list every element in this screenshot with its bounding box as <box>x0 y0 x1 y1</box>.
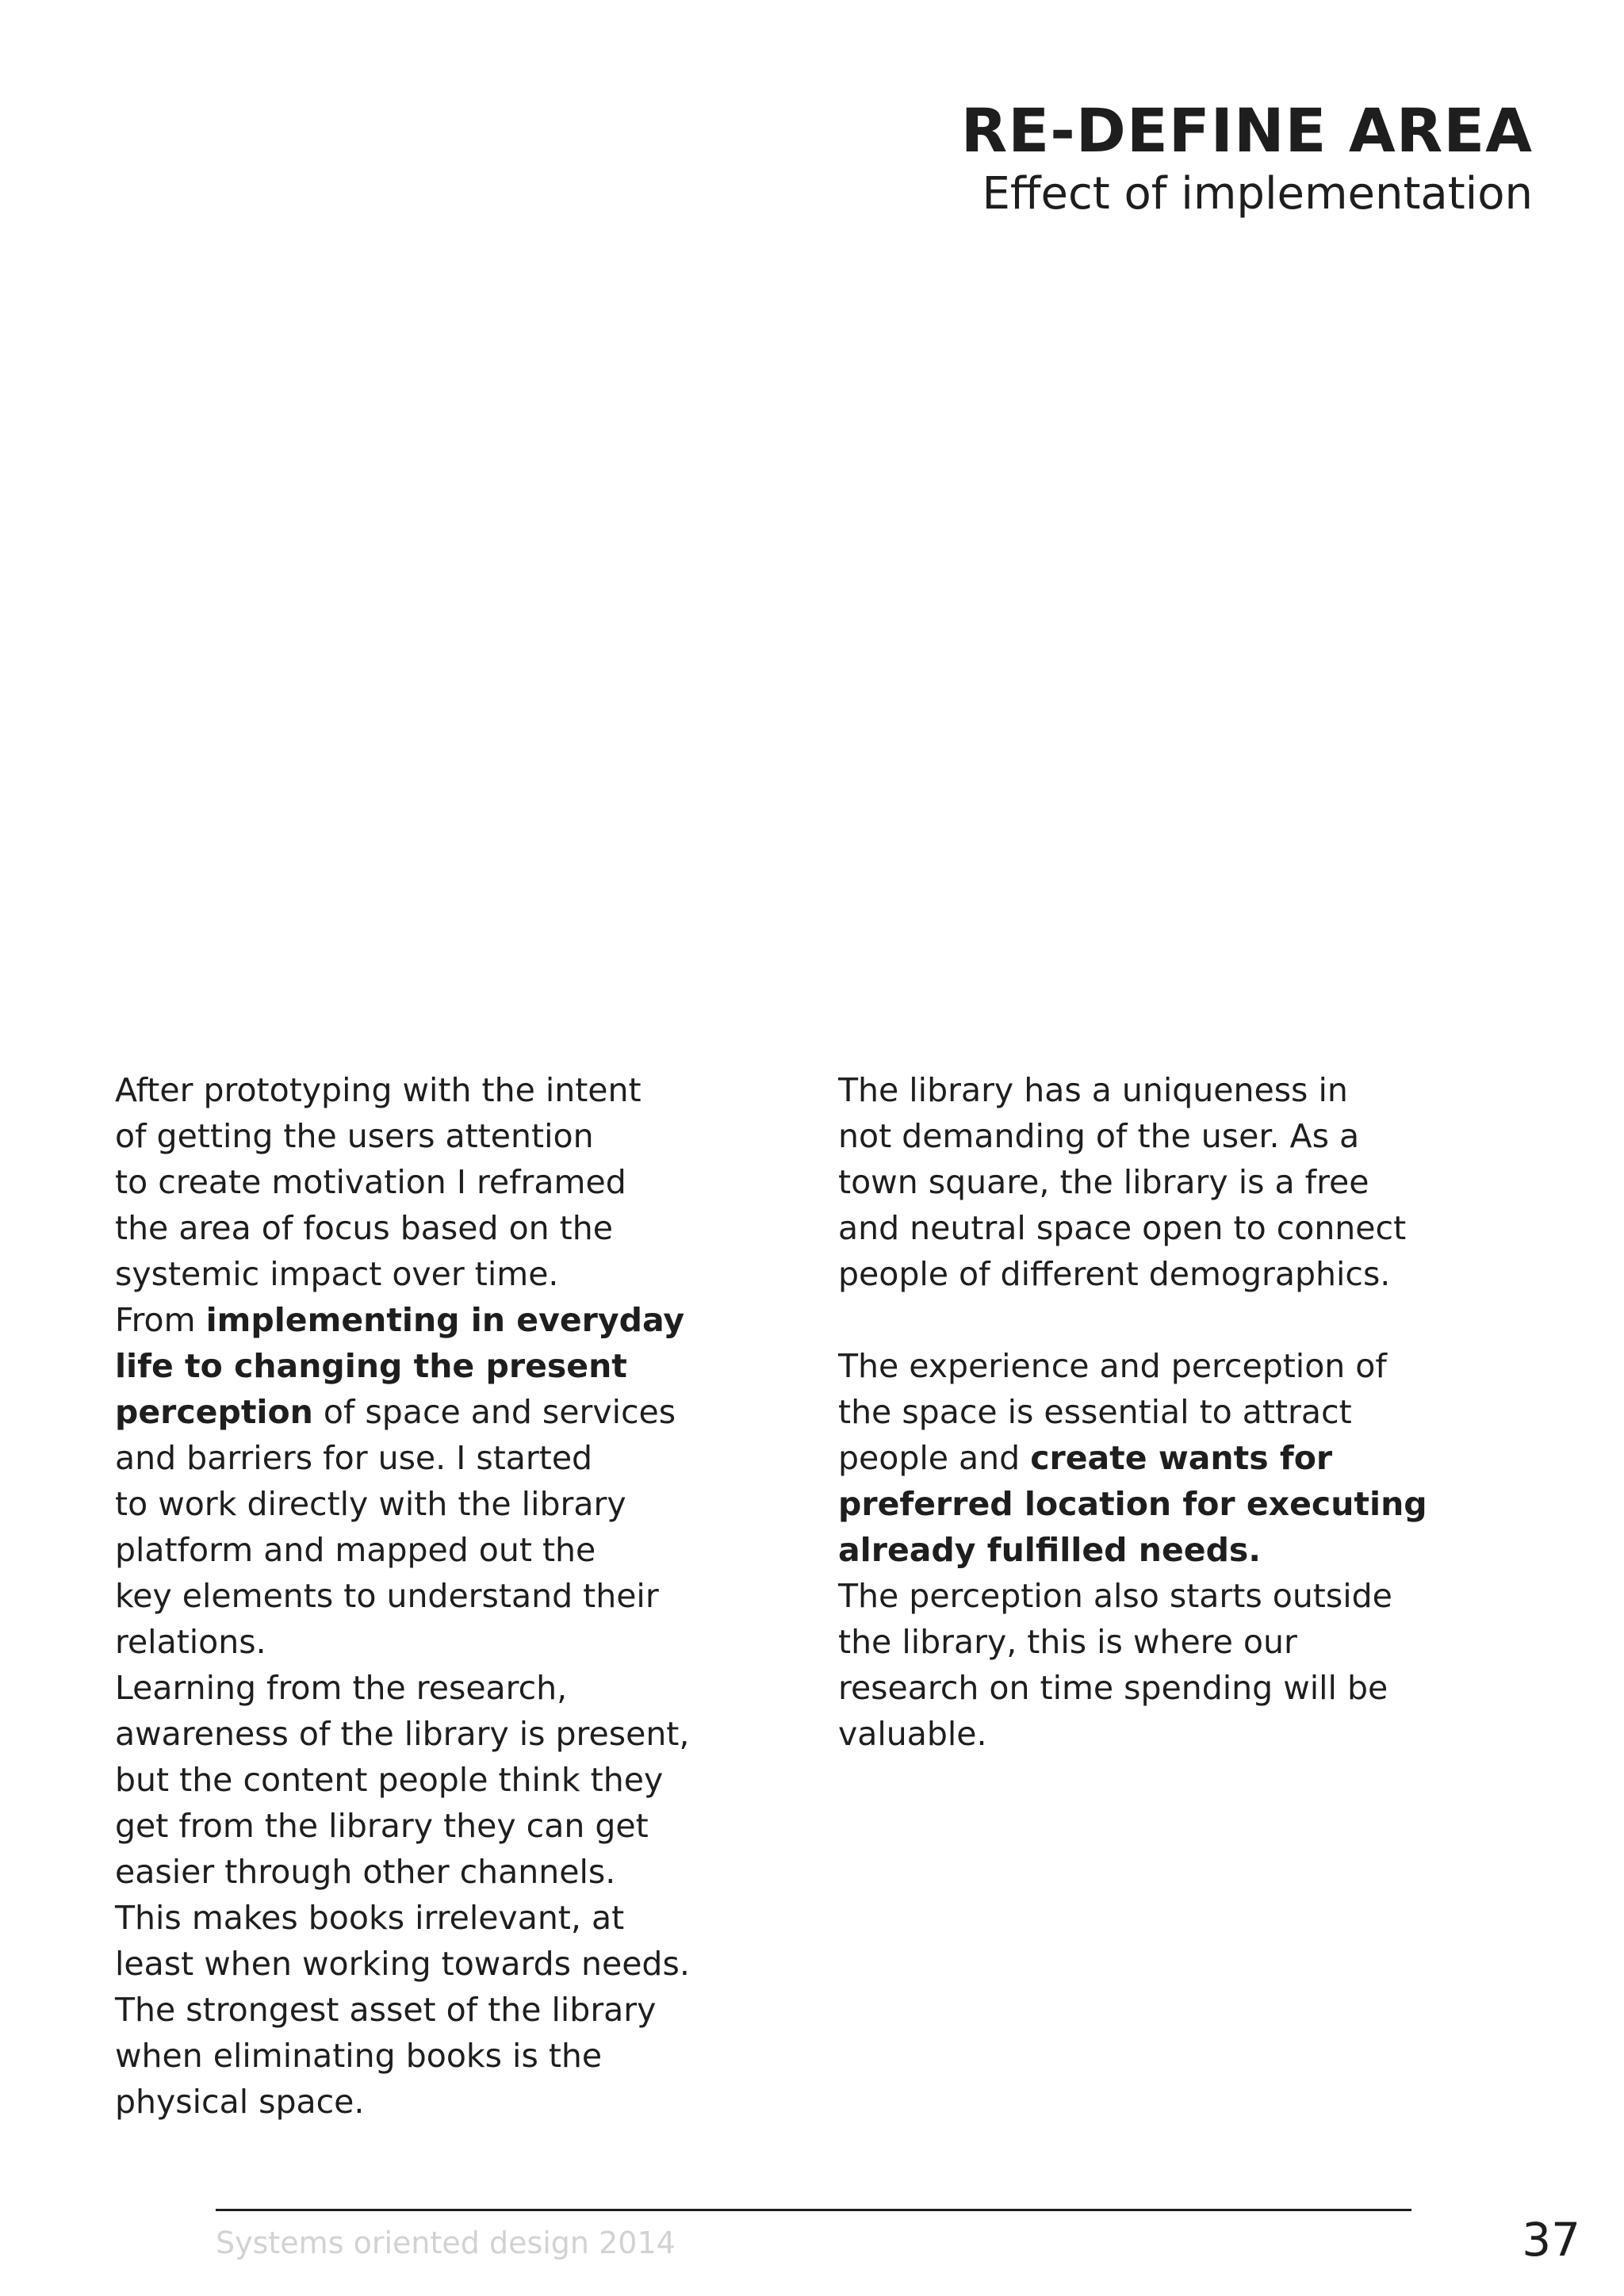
bold-text-run: implementing in everyday <box>205 1301 685 1339</box>
text-line <box>838 1435 1536 1481</box>
text-line: physical space. <box>115 2083 365 2121</box>
text-line: easier through other channels. <box>115 1853 616 1891</box>
text-line: and barriers for use. I started <box>115 1439 593 1477</box>
text-line: valuable. <box>838 1715 987 1753</box>
bold-text-run: create wants for <box>1030 1439 1333 1477</box>
text-line: least when working towards needs. <box>115 1945 690 1983</box>
text-line: not demanding of the user. As a <box>838 1117 1360 1155</box>
page-number: 37 <box>1522 2213 1580 2267</box>
text-line: and neutral space open to connect <box>838 1209 1407 1247</box>
page-title: RE-DEFINE AREA <box>960 95 1533 166</box>
bold-text-run: perception <box>115 1393 313 1431</box>
right-text-column <box>838 1067 1536 1757</box>
text-line: systemic impact over time. <box>115 1255 559 1293</box>
text-line: This makes books irrelevant, at <box>115 1899 625 1937</box>
text-line: the area of focus based on the <box>115 1209 613 1247</box>
paragraph-spacer <box>838 1297 1536 1343</box>
footer-caption: Systems oriented design 2014 <box>216 2225 676 2260</box>
text-line: platform and mapped out the <box>115 1531 596 1569</box>
text-line: research on time spending will be <box>838 1669 1388 1707</box>
text-line: to create motivation I reframed <box>115 1163 626 1201</box>
footer-divider <box>216 2209 1411 2211</box>
text-line: The library has a uniqueness in <box>838 1071 1348 1109</box>
text-line <box>115 1297 813 1343</box>
text-line: key elements to understand their <box>115 1577 659 1615</box>
page-header <box>961 95 1533 222</box>
bold-text-line: preferred location for executing <box>838 1485 1427 1523</box>
text-line: the space is essential to attract <box>838 1393 1352 1431</box>
text-line: relations. <box>115 1623 266 1661</box>
text-line: but the content people think they <box>115 1761 664 1799</box>
page-subtitle: Effect of implementation <box>982 168 1533 220</box>
text-line: the library, this is where our <box>838 1623 1297 1661</box>
text-line: get from the library they can get <box>115 1807 649 1845</box>
text-line: Learning from the research, <box>115 1669 568 1707</box>
text-line: The experience and perception of <box>838 1347 1387 1385</box>
left-text-column <box>115 1067 813 2125</box>
text-run: From <box>115 1301 206 1339</box>
text-line: people of different demographics. <box>838 1255 1391 1293</box>
text-line: when eliminating books is the <box>115 2037 603 2075</box>
bold-text-line: already fulfilled needs. <box>838 1531 1261 1569</box>
text-line <box>115 1389 813 1435</box>
text-line: to work directly with the library <box>115 1485 626 1523</box>
text-line: The perception also starts outside <box>838 1577 1392 1615</box>
text-run: of space and services <box>312 1393 676 1431</box>
text-line: town square, the library is a free <box>838 1163 1369 1201</box>
text-line: The strongest asset of the library <box>115 1991 657 2029</box>
bold-text-line: life to changing the present <box>115 1347 627 1385</box>
text-line: of getting the users attention <box>115 1117 594 1155</box>
text-run: people and <box>838 1439 1031 1477</box>
text-line: awareness of the library is present, <box>115 1715 690 1753</box>
text-line: After prototyping with the intent <box>115 1071 642 1109</box>
